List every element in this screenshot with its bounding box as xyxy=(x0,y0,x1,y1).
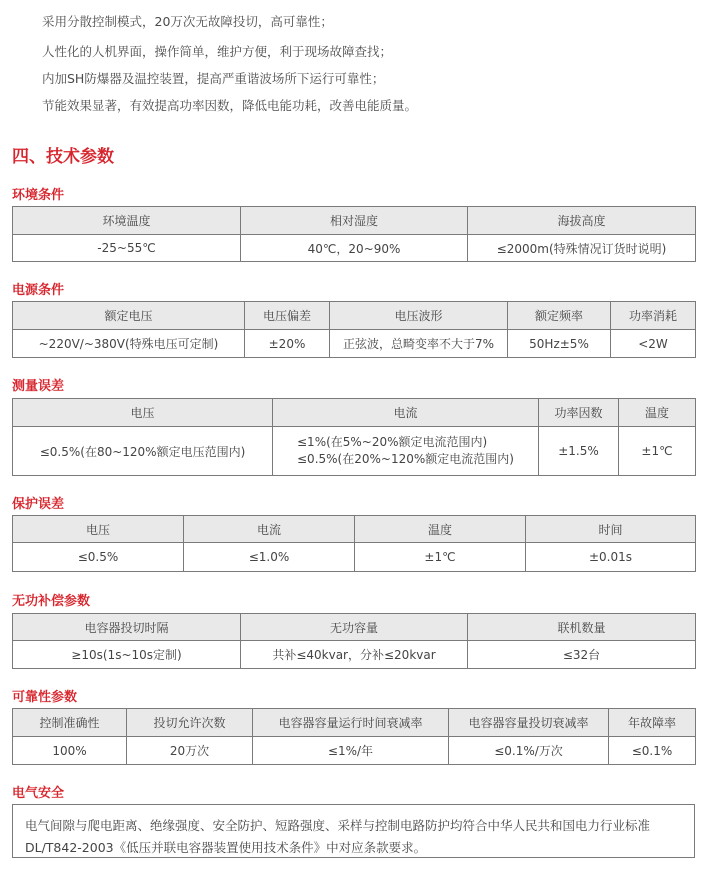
header-cell: 额定频率 xyxy=(508,302,611,330)
feature-item: 节能效果显著，有效提高功率因数，降低电能功耗，改善电能质量。 xyxy=(42,98,418,113)
value-cell: ±1.5% xyxy=(539,427,619,476)
value-cell: ≤0.5% xyxy=(13,543,184,572)
value-cell: ≤2000m(特殊情况订货时说明) xyxy=(468,235,696,262)
measurement-title: 测量误差 xyxy=(12,379,65,394)
header-cell: 控制准确性 xyxy=(13,709,127,737)
header-cell: 电流 xyxy=(184,516,355,543)
table-row xyxy=(13,427,696,476)
safety-note: 电气间隙与爬电距离、绝缘强度、安全防护、短路强度、采样与控制电路防护均符合中华人民共和国电力行业标准DL/T842-2003《低压并联电容器装置使用技术条件》中对应条款要求。 xyxy=(12,804,695,858)
feature-item: 采用分散控制模式，20万次无故障投切，高可靠性； xyxy=(42,14,333,29)
power-table xyxy=(12,301,696,358)
feature-item: 内加SH防爆器及温控装置，提高严重谐波场所下运行可靠性； xyxy=(42,71,385,86)
table-header-row xyxy=(13,399,696,427)
value-cell: 50Hz±5% xyxy=(508,330,611,358)
value-cell: ±1℃ xyxy=(355,543,526,572)
reactive-table xyxy=(12,613,696,669)
value-cell: ≤32台 xyxy=(468,641,696,669)
table-row xyxy=(13,235,696,262)
header-cell: 相对湿度 xyxy=(241,207,468,235)
measurement-table xyxy=(12,398,696,476)
header-cell: 电容器投切时隔 xyxy=(13,614,241,641)
value-cell: -25~55℃ xyxy=(13,235,241,262)
header-cell: 额定电压 xyxy=(13,302,245,330)
header-cell: 投切允许次数 xyxy=(127,709,253,737)
table-header-row xyxy=(13,516,696,543)
protection-table xyxy=(12,515,696,572)
header-cell: 功率因数 xyxy=(539,399,619,427)
value-cell: 100% xyxy=(13,737,127,765)
value-cell: ≥10s(1s~10s定制) xyxy=(13,641,241,669)
value-cell: 正弦波，总畸变率不大于7% xyxy=(330,330,508,358)
header-cell: 时间 xyxy=(526,516,696,543)
table-row xyxy=(13,641,696,669)
header-cell: 联机数量 xyxy=(468,614,696,641)
header-cell: 电容器容量运行时间衰减率 xyxy=(253,709,449,737)
header-cell: 电压波形 xyxy=(330,302,508,330)
header-cell: 海拔高度 xyxy=(468,207,696,235)
header-cell: 无功容量 xyxy=(241,614,468,641)
value-cell: ±0.01s xyxy=(526,543,696,572)
value-cell: 40℃，20~90% xyxy=(241,235,468,262)
reliability-title: 可靠性参数 xyxy=(12,690,78,705)
environment-title: 环境条件 xyxy=(12,188,65,203)
table-header-row xyxy=(13,302,696,330)
value-cell: 共补≤40kvar，分补≤20kvar xyxy=(241,641,468,669)
table-header-row xyxy=(13,614,696,641)
header-cell: 年故障率 xyxy=(609,709,696,737)
safety-title: 电气安全 xyxy=(12,786,65,801)
value-cell: ≤0.1%/万次 xyxy=(449,737,609,765)
power-title: 电源条件 xyxy=(12,283,65,298)
value-cell: <2W xyxy=(611,330,696,358)
reactive-title: 无功补偿参数 xyxy=(12,594,91,609)
reliability-table xyxy=(12,708,696,765)
section-title: 四、技术参数 xyxy=(12,147,114,167)
value-cell: 20万次 xyxy=(127,737,253,765)
current-range-line: ≤0.5%(在20%~120%额定电流范围内) xyxy=(297,452,514,466)
table-row xyxy=(13,737,696,765)
header-cell: 电压偏差 xyxy=(245,302,330,330)
table-row xyxy=(13,543,696,572)
header-cell: 温度 xyxy=(619,399,696,427)
header-cell: 环境温度 xyxy=(13,207,241,235)
protection-title: 保护误差 xyxy=(12,497,65,512)
feature-item: 人性化的人机界面，操作简单，维护方便，利于现场故障查找； xyxy=(42,44,393,59)
value-cell: ±1℃ xyxy=(619,427,696,476)
header-cell: 电流 xyxy=(273,399,539,427)
value-cell: ~220V/~380V(特殊电压可定制) xyxy=(13,330,245,358)
environment-table xyxy=(12,206,696,262)
header-cell: 功率消耗 xyxy=(611,302,696,330)
table-row xyxy=(13,330,696,358)
current-range-line: ≤1%(在5%~20%额定电流范围内) xyxy=(297,435,488,449)
value-cell: ≤1.0% xyxy=(184,543,355,572)
value-cell: ≤0.5%(在80~120%额定电压范围内) xyxy=(13,427,273,476)
header-cell: 温度 xyxy=(355,516,526,543)
value-cell: ≤0.1% xyxy=(609,737,696,765)
value-cell: ≤1%/年 xyxy=(253,737,449,765)
header-cell: 电容器容量投切衰减率 xyxy=(449,709,609,737)
header-cell: 电压 xyxy=(13,516,184,543)
header-cell: 电压 xyxy=(13,399,273,427)
value-cell: ±20% xyxy=(245,330,330,358)
table-header-row xyxy=(13,207,696,235)
value-cell xyxy=(273,427,539,476)
table-header-row xyxy=(13,709,696,737)
